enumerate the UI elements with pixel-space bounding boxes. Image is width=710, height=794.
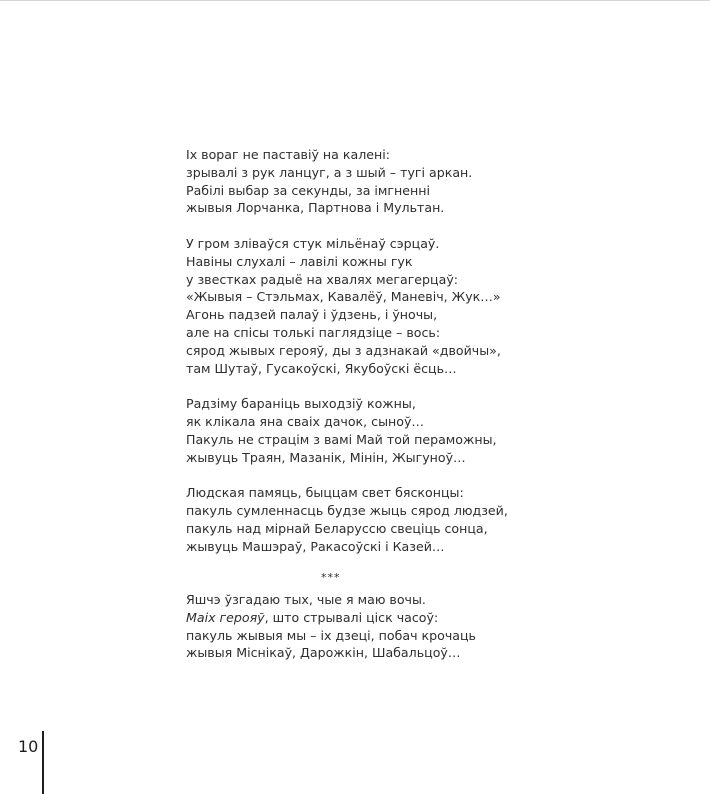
stanza-final [186, 591, 686, 662]
poem-line: Агонь падзей палаў і ўдзень, і ўночы, [186, 307, 438, 323]
poem-line: Іх вораг не паставіў на калені: [186, 147, 390, 162]
stanza-3 [186, 395, 686, 466]
poem-line: сярод жывых герояў, ды з адзнакай «двойчы», [186, 342, 501, 358]
poem-line: але на спісы толькі паглядзіце – вось: [186, 324, 441, 340]
page-number: 10 [18, 737, 39, 756]
page-number-rule [42, 731, 44, 794]
poem-line [186, 609, 686, 627]
stanza-4 [186, 484, 686, 555]
poem-line: пакуль сумленнасць будзе жыць сярод людзей, [186, 502, 508, 518]
poem-line: «Жывыя – Стэльмах, Кавалёў, Маневіч, Жук…» [186, 289, 501, 305]
poem-line: Пакуль не страцім з вамі Май той пераможны, [186, 431, 497, 447]
poem-line: Навіны слухалі – лавілі кожны гук [186, 253, 413, 269]
poem-line: У гром зліваўся стук мільёнаў сэрцаў. [186, 235, 440, 251]
poem-line: жывыя Міснікаў, Дарожкін, Шабальцоў… [186, 645, 461, 661]
stanza-1 [186, 146, 686, 217]
section-separator: *** [321, 571, 341, 585]
poem-line: Яшчэ ўзгадаю тых, чые я маю вочы. [186, 591, 426, 607]
poem-line: жывыя Лорчанка, Партнова і Мультан. [186, 200, 445, 216]
top-divider [0, 0, 710, 1]
poem-body [186, 146, 686, 680]
poem-line: там Шутаў, Гусакоўскі, Якубоўскі ёсць… [186, 360, 457, 376]
poem-line-rest: , што стрывалі ціск часоў: [264, 609, 439, 625]
emphasis-text: Маіх герояў [186, 609, 265, 625]
poem-line: пакуль жывыя мы – іх дзеці, побач крочаць [186, 627, 476, 643]
poem-line: зрывалі з рук ланцуг, а з шый – тугі аркан. [186, 164, 473, 180]
poem-line: Рабілі выбар за секунды, за імгненні [186, 182, 430, 198]
poem-line: жывуць Траян, Мазанік, Мінін, Жыгуноў… [186, 449, 466, 465]
poem-line: Радзіму бараніць выходзіў кожны, [186, 396, 416, 412]
poem-line: пакуль над мірнай Беларуссю свеціць сонца, [186, 520, 488, 536]
poem-line: у звестках радыё на хвалях мегагерцаў: [186, 271, 459, 287]
poem-line: як клікала яна сваіх дачок, сыноў… [186, 413, 425, 429]
stanza-2 [186, 235, 686, 377]
poem-line: Людская памяць, быццам свет бясконцы: [186, 485, 464, 501]
poem-line: жывуць Машэраў, Ракасоўскі і Казей… [186, 538, 445, 554]
